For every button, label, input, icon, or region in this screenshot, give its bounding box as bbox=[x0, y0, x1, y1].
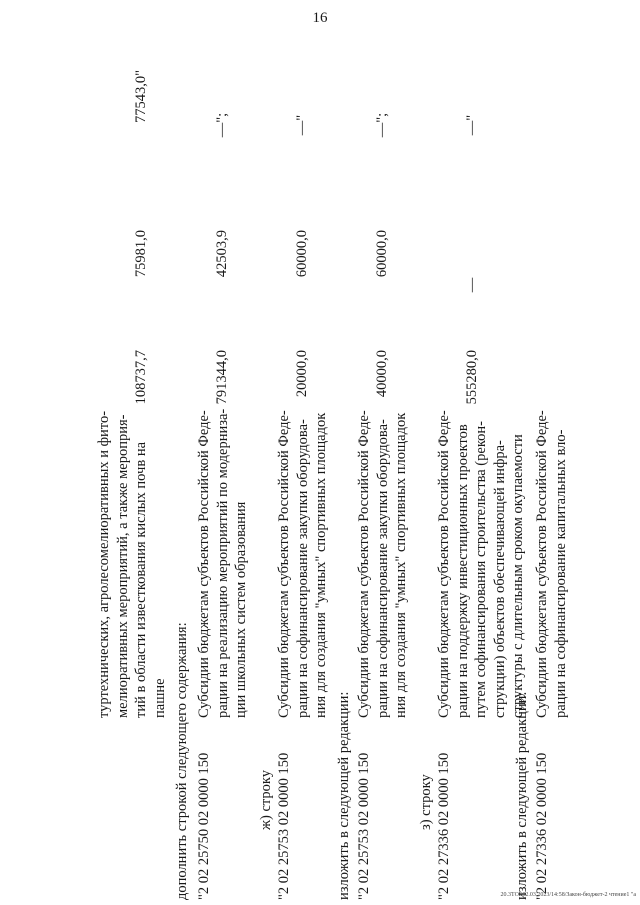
row-27336-old-value-2: — bbox=[464, 277, 480, 293]
row-25753-new-line: Субсидии бюджетам субъектов Российской Феде- bbox=[356, 410, 372, 718]
row-27336-old-line: путем софинансирования строительства (рекон- bbox=[473, 421, 489, 718]
row-27336-old-line: рации на поддержку инвестиционных проектов bbox=[454, 424, 471, 718]
row-25753-new-value-3: —"; bbox=[374, 112, 390, 138]
page-number: 16 bbox=[312, 10, 328, 26]
row-27336-old-description bbox=[435, 410, 528, 718]
heading-edit-1: изложить в следующей редакции: bbox=[336, 691, 352, 900]
row-27336-old-line: струкции) объектов обеспечивающей инфра- bbox=[491, 440, 508, 718]
intro-description bbox=[95, 410, 169, 718]
row-27336-old-line: структуры с длительным сроком окупаемости bbox=[510, 434, 526, 718]
row-25753-old-value-3: —" bbox=[294, 114, 310, 136]
intro-line: пашне bbox=[151, 678, 168, 718]
row-25750-value-1: 791344,0 bbox=[214, 350, 230, 405]
row-27336-new-code: "2 02 27336 02 0000 150 bbox=[534, 752, 550, 900]
row-25753-old-code: "2 02 25753 02 0000 150 bbox=[276, 752, 292, 900]
row-25753-new-description bbox=[355, 410, 411, 718]
row-25753-new-line: ния для создания "умных" спортивных площадок bbox=[393, 412, 409, 718]
row-25750-value-2: 42503,9 bbox=[214, 230, 230, 278]
row-25753-old-value-1: 20000,0 bbox=[294, 350, 310, 398]
heading-edit-2: изложить в следующей редакции: bbox=[514, 691, 530, 900]
row-25753-new-line: рации на софинансирование закупки оборудова- bbox=[374, 419, 391, 718]
row-25750-code: "2 02 25750 02 0000 150 bbox=[196, 752, 212, 900]
row-25753-old-line: рации на софинансирование закупки оборудова- bbox=[294, 419, 311, 718]
intro-line: мелиоративных мероприятий, а также мероприя- bbox=[114, 414, 131, 718]
intro-value-1: 108737,7 bbox=[133, 350, 149, 405]
row-25750-line: ции школьных систем образования bbox=[233, 501, 249, 718]
row-25753-old-description bbox=[275, 410, 331, 718]
document-footer-code: 20.3ТОБ02.03.2023/14:58/Закон-бюджет-2 чтение1 "а bbox=[500, 892, 636, 898]
row-25753-new-code: "2 02 25753 02 0000 150 bbox=[356, 752, 372, 900]
row-25753-new-value-1: 40000,0 bbox=[374, 350, 390, 398]
intro-line: тий в области известкования кислых почв на bbox=[133, 441, 149, 718]
row-27336-new-description bbox=[533, 410, 570, 718]
row-25750-line: рации на реализацию мероприятий по модерниза- bbox=[214, 408, 231, 718]
row-25753-old-value-2: 60000,0 bbox=[294, 230, 310, 278]
row-25753-old-line: ния для создания "умных" спортивных площадок bbox=[313, 412, 329, 718]
intro-value-2: 75981,0 bbox=[133, 230, 149, 278]
row-27336-new-line: Субсидии бюджетам субъектов Российской Феде- bbox=[534, 410, 550, 718]
row-27336-old-value-1: 555280,0 bbox=[464, 350, 480, 405]
heading-zh: ж) строку bbox=[258, 769, 274, 830]
row-25753-new-value-2: 60000,0 bbox=[374, 230, 390, 278]
intro-value-3: 77543,0" bbox=[133, 70, 149, 124]
heading-z: з) строку bbox=[418, 774, 434, 830]
row-27336-new-line: рации на софинансирование капитальных вло- bbox=[552, 429, 569, 718]
heading-add-row: дополнить строкой следующего содержания: bbox=[174, 622, 190, 900]
intro-line: туртехнических, агролесомелиоративных и фито- bbox=[96, 410, 112, 718]
row-27336-old-code: "2 02 27336 02 0000 150 bbox=[436, 752, 452, 900]
row-27336-old-line: Субсидии бюджетам субъектов Российской Феде- bbox=[436, 410, 452, 718]
row-25753-old-line: Субсидии бюджетам субъектов Российской Феде- bbox=[276, 410, 292, 718]
row-25750-description bbox=[195, 408, 251, 718]
row-27336-old-value-3: —" bbox=[464, 114, 480, 136]
row-25750-line: Субсидии бюджетам субъектов Российской Феде- bbox=[196, 410, 212, 718]
row-25750-value-3: —"; bbox=[214, 112, 230, 138]
